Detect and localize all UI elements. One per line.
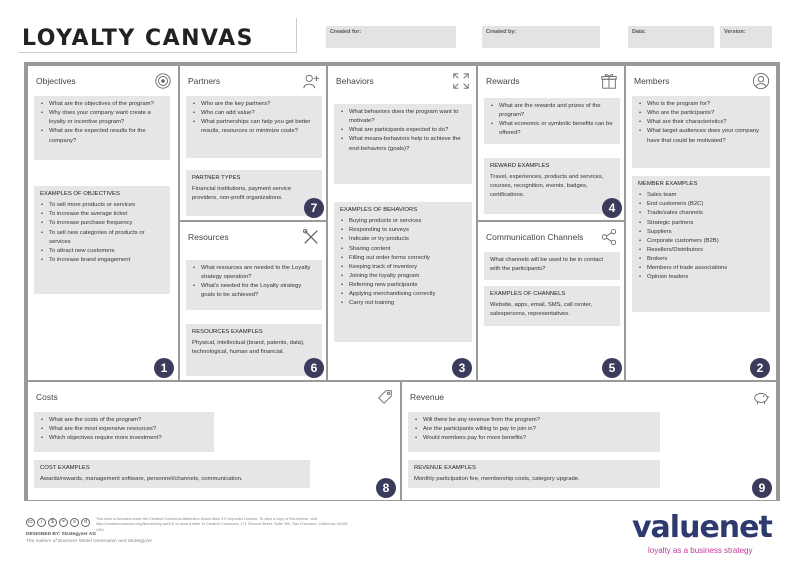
- created-by-field[interactable]: Created by:: [482, 26, 600, 48]
- partners-question: • Who can add value?: [192, 109, 316, 118]
- resources-examples-text: Physical, intellectual (brand, patents, data), technological, human and financial.: [192, 340, 305, 356]
- members-example: • End customers (B2C): [638, 200, 764, 209]
- members-block: [625, 65, 777, 381]
- behaviors-questions: [334, 104, 472, 184]
- resources-title: Resources: [188, 232, 229, 242]
- objectives-examples: [34, 186, 170, 294]
- costs-title: Costs: [36, 392, 58, 402]
- revenue-examples-heading: REVENUE EXAMPLES: [414, 465, 476, 471]
- costs-number-badge: 8: [376, 478, 396, 498]
- costs-question: • What are the costs of the program?: [40, 416, 208, 425]
- objectives-number-badge: 1: [154, 358, 174, 378]
- rewards-examples: [484, 158, 620, 214]
- resources-examples: [186, 324, 322, 376]
- version-field[interactable]: Version:: [720, 26, 772, 48]
- expand-icon: [452, 72, 470, 90]
- channels-number-badge: 5: [602, 358, 622, 378]
- behaviors-question: • What are participants expected to do?: [340, 126, 466, 135]
- members-question: • Who are the participants?: [638, 109, 764, 118]
- canvas-board: [24, 62, 780, 501]
- objectives-example: • To attract new customers: [40, 247, 164, 256]
- partners-question: • Who are the key partners?: [192, 100, 316, 109]
- behaviors-question: • What means-behaviors help to achieve the end-behaviors (goals)?: [340, 135, 466, 153]
- created-for-field[interactable]: Created for:: [326, 26, 456, 48]
- add-user-icon: [302, 72, 320, 90]
- share-icon: [600, 228, 618, 246]
- costs-examples-text: Awards/rewards, management software, personnel/channels, communication.: [40, 476, 243, 483]
- behaviors-title: Behaviors: [336, 76, 374, 86]
- date-field[interactable]: Data:: [628, 26, 714, 48]
- costs-question: • What are the most expensive resources?: [40, 425, 208, 434]
- revenue-questions: [408, 412, 660, 452]
- design-icon: d: [81, 518, 90, 527]
- noderivs-icon: =: [59, 518, 68, 527]
- objectives-example: • To sell new categories of products or services: [40, 229, 164, 247]
- rewards-question: • What are the rewards and prizes of the program?: [490, 102, 614, 120]
- behaviors-number-badge: 3: [452, 358, 472, 378]
- user-icon: [752, 72, 770, 90]
- members-question: • What target audiences does your company have that could be motivated?: [638, 127, 764, 145]
- resources-number-badge: 6: [304, 358, 324, 378]
- objectives-example: • To increase the average ticket: [40, 210, 164, 219]
- resources-questions: [186, 260, 322, 310]
- members-example: • Strategic partners: [638, 219, 764, 228]
- behaviors-example: • Applying merchandising correctly: [340, 290, 466, 299]
- behaviors-example: • Sharing content: [340, 245, 466, 254]
- partners-examples-text: Financial institutions, payment service providers, non-profit organizations.: [192, 186, 292, 202]
- partners-examples: [186, 170, 322, 216]
- behaviors-example: • Keeping track of inventory: [340, 263, 466, 272]
- costs-examples-heading: COST EXAMPLES: [40, 465, 90, 471]
- behaviors-example: • Carry out training: [340, 299, 466, 308]
- members-example: • Members of trade associations: [638, 264, 764, 273]
- target-icon: [154, 72, 172, 90]
- costs-block: [27, 381, 401, 501]
- members-example: • Resellers/Distributors: [638, 246, 764, 255]
- rewards-examples-heading: REWARD EXAMPLES: [490, 163, 550, 169]
- partners-examples-heading: PARTNER TYPES: [192, 175, 241, 181]
- behaviors-examples-heading: EXAMPLES OF BEHAVIORS: [340, 207, 418, 213]
- behaviors-examples: [334, 202, 472, 342]
- objectives-example: • To sell more products or services: [40, 201, 164, 210]
- channels-examples: [484, 286, 620, 326]
- channels-examples-heading: EXAMPLES OF CHANNELS: [490, 291, 566, 297]
- behaviors-example: • Filling out order forms correctly: [340, 254, 466, 263]
- behaviors-example: • Referring new participants: [340, 281, 466, 290]
- partners-title: Partners: [188, 76, 221, 86]
- objectives-question: • What are the expected results for the company?: [40, 127, 164, 145]
- members-example: • Corporate customers (B2B): [638, 237, 764, 246]
- members-number-badge: 2: [750, 358, 770, 378]
- partners-block: [179, 65, 327, 221]
- partners-number-badge: 7: [304, 198, 324, 218]
- rewards-questions: [484, 98, 620, 144]
- members-example: • Brokers: [638, 255, 764, 264]
- revenue-title: Revenue: [410, 392, 445, 402]
- channels-examples-text: Website, apps, email, SMS, call center, salespersons, representatives.: [490, 302, 593, 318]
- members-title: Members: [634, 76, 670, 86]
- title-vertical-divider: [296, 18, 297, 53]
- members-example: • Opinion leaders: [638, 273, 764, 282]
- makers-text: The makers of Business Model Generation and Strategyzer: [26, 539, 153, 544]
- attribution-icon: i: [37, 518, 46, 527]
- objectives-title: Objectives: [36, 76, 76, 86]
- brand-tagline: loyalty as a business strategy: [648, 546, 753, 555]
- gift-icon: [600, 72, 618, 90]
- objectives-example: • To increase brand engagement: [40, 256, 164, 265]
- objectives-questions: [34, 96, 170, 160]
- resources-block: [179, 221, 327, 381]
- partners-question: • What partnerships can help you get better results, resources or minimize costs?: [192, 118, 316, 136]
- noncommercial-icon: $: [48, 518, 57, 527]
- objectives-question: • Why does your company want create a loyalty or incentive program?: [40, 109, 164, 127]
- revenue-question: • Will there be any revenue from the program?: [414, 416, 654, 425]
- channels-block: [477, 221, 625, 381]
- channels-title: Communication Channels: [486, 232, 584, 242]
- members-questions: [632, 96, 770, 168]
- resources-question: • What's needed for the Loyalty strategy goals to be achieved?: [192, 282, 316, 300]
- channels-questions: [484, 252, 620, 280]
- valuenet-logo: valuenet: [632, 510, 772, 545]
- members-examples: [632, 176, 770, 312]
- piggy-bank-icon: [752, 388, 770, 406]
- behaviors-question: • What behaviors does the program want to motivate?: [340, 108, 466, 126]
- members-examples-heading: MEMBER EXAMPLES: [638, 181, 698, 187]
- revenue-question: • Are the participants willing to pay to join in?: [414, 425, 654, 434]
- resources-examples-heading: RESOURCES EXAMPLES: [192, 329, 263, 335]
- sharealike-icon: s: [70, 518, 79, 527]
- behaviors-example: • Joining the loyalty program: [340, 272, 466, 281]
- price-tag-icon: [376, 388, 394, 406]
- members-example: • Trade/sales channels: [638, 209, 764, 218]
- rewards-number-badge: 4: [602, 198, 622, 218]
- costs-questions: [34, 412, 214, 452]
- behaviors-example: • Buying products or services: [340, 217, 466, 226]
- title-divider: [18, 52, 296, 53]
- members-example: • Sales team: [638, 191, 764, 200]
- costs-examples: [34, 460, 310, 488]
- members-question: • What are their characteristics?: [638, 118, 764, 127]
- objectives-example: • To increase purchase frequency: [40, 219, 164, 228]
- objectives-block: [27, 65, 179, 381]
- revenue-number-badge: 9: [752, 478, 772, 498]
- revenue-examples-text: Monthly participation fee, membership costs, category upgrade.: [414, 476, 580, 483]
- members-example: • Suppliers: [638, 228, 764, 237]
- designed-by: DESIGNED BY: Strategyzer AG: [26, 532, 97, 537]
- behaviors-block: [327, 65, 477, 381]
- page-title: LOYALTY CANVAS: [22, 26, 254, 51]
- behaviors-example: • Responding to surveys: [340, 226, 466, 235]
- rewards-examples-text: Travel, experiences, products and services, courses, recognition, events, badges, certifications.: [490, 174, 604, 199]
- revenue-examples: [408, 460, 660, 488]
- objectives-question: • What are the objectives of the program?: [40, 100, 164, 109]
- rewards-title: Rewards: [486, 76, 520, 86]
- license-text: This work is licensed under the Creative Commons Attribution-Share Alike 3.0 Unported License. To view a copy of this license, visit http://creativecommons.org/licenses/by-sa/3.0/ or send a letter to Creative Commons, 171 Second Street, Suite 300, San Francisco, California, 94105, USA.: [96, 517, 349, 532]
- tools-icon: [302, 228, 320, 246]
- revenue-block: [401, 381, 777, 501]
- behaviors-example: • Indicate or try products: [340, 235, 466, 244]
- costs-question: • Which objectives require more investment?: [40, 434, 208, 443]
- channels-question: What channels will be used to be in contact with the participants?: [490, 257, 603, 273]
- revenue-question: • Would members pay for more benefits?: [414, 434, 654, 443]
- partners-questions: [186, 96, 322, 158]
- resources-question: • What resources are needed to the Loyalty strategy operation?: [192, 264, 316, 282]
- objectives-examples-heading: EXAMPLES OF OBJECTIVES: [40, 191, 120, 197]
- rewards-question: • What economic or symbolic benefits can be offered?: [490, 120, 614, 138]
- cc-license-icon: cc: [28, 519, 33, 525]
- members-question: • Who is the program for?: [638, 100, 764, 109]
- rewards-block: [477, 65, 625, 221]
